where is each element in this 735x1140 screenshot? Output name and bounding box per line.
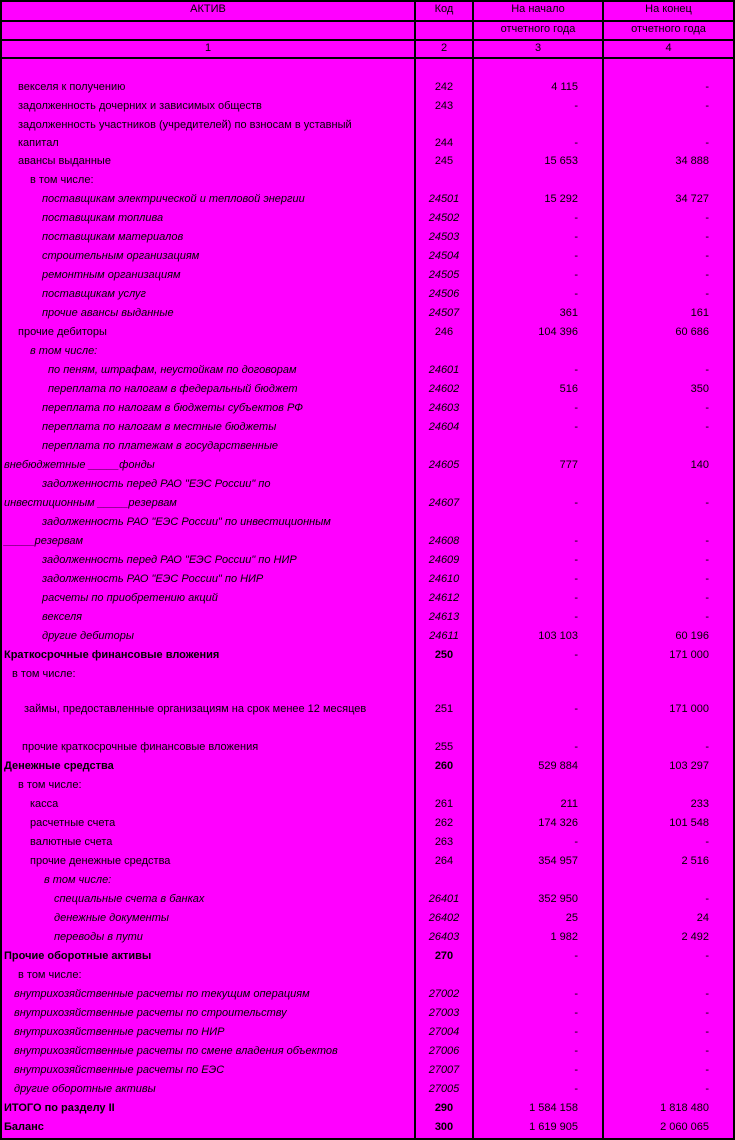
- row-end-value: 171 000: [669, 703, 709, 715]
- row-code: 24504: [428, 250, 460, 262]
- row-label: строительным организациям: [42, 250, 200, 262]
- row-end-value: [604, 344, 733, 359]
- row-end-value: -: [705, 364, 709, 376]
- row-label: расчеты по приобретению акций: [42, 592, 218, 604]
- row-start-value: [474, 439, 602, 454]
- row-label: в том числе:: [30, 174, 94, 186]
- row-end-value: -: [705, 1083, 709, 1095]
- row-end-value: 161: [690, 307, 709, 319]
- row-label: в том числе:: [12, 668, 76, 680]
- row-end-value: 171 000: [669, 649, 709, 661]
- row-end-value: 2 516: [681, 855, 709, 867]
- row-code: 300: [434, 1121, 454, 1133]
- row-start-value: -: [574, 364, 578, 376]
- row-start-value: -: [574, 497, 578, 509]
- row-code: 24611: [429, 630, 459, 642]
- header-aktiv: АКТИВ: [2, 2, 414, 20]
- row-code: 245: [434, 155, 454, 167]
- row-end-value: -: [705, 497, 709, 509]
- row-start-value: -: [574, 269, 578, 281]
- row-start-value: 174 326: [538, 817, 578, 829]
- row-end-value: -: [705, 950, 709, 962]
- row-label: в том числе:: [44, 874, 112, 886]
- row-label: поставщикам топлива: [42, 212, 164, 224]
- row-label: задолженность перед РАО "ЕЭС России" по НИР: [42, 554, 297, 566]
- row-end-value: -: [705, 1026, 709, 1038]
- row-start-value: 516: [559, 383, 578, 395]
- row-code: 251: [434, 703, 454, 715]
- row-label: задолженность перед РАО "ЕЭС России" по: [42, 478, 271, 490]
- row-code: [416, 344, 472, 359]
- header-aktiv-blank: [2, 22, 414, 39]
- row-start-value: -: [574, 611, 578, 623]
- row-code: 24609: [428, 554, 460, 566]
- row-code: 26403: [428, 931, 460, 943]
- colnum-4: 4: [604, 41, 733, 57]
- row-start-value: [474, 667, 602, 682]
- row-code: 27005: [428, 1083, 460, 1095]
- row-start-value: 529 884: [538, 760, 578, 772]
- row-start-value: [474, 173, 602, 188]
- row-end-value: [604, 118, 733, 133]
- row-end-value: -: [705, 988, 709, 1000]
- row-code: [416, 477, 472, 492]
- row-label: прочие авансы выданные: [42, 307, 174, 319]
- row-code: 24612: [428, 592, 460, 604]
- row-end-value: 2 060 065: [660, 1121, 709, 1133]
- row-code: 27007: [428, 1064, 460, 1076]
- row-start-value: -: [574, 1064, 578, 1076]
- row-code: 24607: [428, 497, 460, 509]
- row-label: Краткосрочные финансовые вложения: [4, 649, 220, 661]
- row-end-value: 34 888: [675, 155, 709, 167]
- row-label: Баланс: [4, 1121, 44, 1133]
- row-end-value: -: [705, 137, 709, 149]
- row-label: задолженность РАО "ЕЭС России" по НИР: [42, 573, 264, 585]
- row-code: 24608: [428, 535, 460, 547]
- row-end-value: -: [705, 611, 709, 623]
- row-end-value: -: [705, 1064, 709, 1076]
- row-label: переплата по налогам в бюджеты субъектов РФ: [42, 402, 303, 414]
- header-end-line2: отчетного года: [604, 22, 733, 39]
- row-start-value: [474, 778, 602, 793]
- row-label: ИТОГО по разделу II: [4, 1102, 115, 1114]
- row-end-value: -: [705, 212, 709, 224]
- row-label: поставщикам услуг: [42, 288, 146, 300]
- header-code-blank: [416, 22, 472, 39]
- row-start-value: 352 950: [538, 893, 578, 905]
- row-label: Денежные средства: [4, 760, 114, 772]
- row-end-value: [604, 968, 733, 983]
- row-label: внутрихозяйственные расчеты по текущим операциям: [14, 988, 310, 1000]
- row-start-value: -: [574, 250, 578, 262]
- row-code: 27006: [428, 1045, 460, 1057]
- row-start-value: [474, 477, 602, 492]
- row-end-value: -: [705, 250, 709, 262]
- row-end-value: -: [705, 231, 709, 243]
- row-label: внутрихозяйственные расчеты по строительству: [14, 1007, 287, 1019]
- row-label: ремонтным организациям: [42, 269, 181, 281]
- row-code: 24610: [428, 573, 460, 585]
- row-code: 270: [434, 950, 454, 962]
- row-label: в том числе:: [18, 969, 82, 981]
- row-start-value: -: [574, 1007, 578, 1019]
- row-end-value: -: [705, 573, 709, 585]
- row-start-value: 1 982: [550, 931, 578, 943]
- row-label: касса: [30, 798, 59, 810]
- row-code: 24505: [428, 269, 460, 281]
- row-start-value: 1 619 905: [529, 1121, 578, 1133]
- row-start-value: [474, 873, 602, 888]
- row-end-value: -: [705, 288, 709, 300]
- row-start-value: 15 292: [544, 193, 578, 205]
- row-end-value: 24: [696, 912, 709, 924]
- row-label: задолженность дочерних и зависимых обществ: [18, 100, 262, 112]
- row-start-value: -: [574, 703, 578, 715]
- row-label: векселя к получению: [18, 81, 126, 93]
- row-start-value: -: [574, 988, 578, 1000]
- row-label: внутрихозяйственные расчеты по ЕЭС: [14, 1064, 225, 1076]
- row-start-value: 354 957: [538, 855, 578, 867]
- row-end-value: -: [705, 535, 709, 547]
- row-label: по пеням, штрафам, неустойкам по договорам: [48, 364, 297, 376]
- row-start-value: -: [574, 288, 578, 300]
- row-end-value: 2 492: [681, 931, 709, 943]
- row-start-value: 777: [559, 459, 578, 471]
- row-end-value: -: [705, 81, 709, 93]
- row-label: переплата по налогам в местные бюджеты: [42, 421, 277, 433]
- row-start-value: 361: [559, 307, 578, 319]
- row-start-value: -: [574, 231, 578, 243]
- row-code: 290: [434, 1102, 454, 1114]
- row-code: 24503: [428, 231, 460, 243]
- row-end-value: -: [705, 1007, 709, 1019]
- row-end-value: 34 727: [675, 193, 709, 205]
- row-label: другие дебиторы: [42, 630, 134, 642]
- row-end-value: 103 297: [669, 760, 709, 772]
- row-label: займы, предоставленные организациям на срок менее 12 месяцев: [24, 703, 367, 715]
- colnum-3: 3: [474, 41, 602, 57]
- row-end-value: [604, 477, 733, 492]
- row-start-value: -: [574, 1083, 578, 1095]
- row-code: [416, 968, 472, 983]
- row-start-value: -: [574, 950, 578, 962]
- colnum-2: 2: [416, 41, 472, 57]
- row-code: [416, 173, 472, 188]
- row-code: 24602: [428, 383, 460, 395]
- row-label: валютные счета: [30, 836, 113, 848]
- row-code: 24603: [428, 402, 460, 414]
- row-start-value: 103 103: [538, 630, 578, 642]
- row-code: [416, 515, 472, 530]
- row-end-value: [604, 873, 733, 888]
- row-start-value: -: [574, 421, 578, 433]
- colnum-1: 1: [2, 41, 414, 57]
- row-code: 246: [434, 326, 454, 338]
- row-label: денежные документы: [54, 912, 169, 924]
- row-code: [416, 439, 472, 454]
- row-label: другие оборотные активы: [14, 1083, 156, 1095]
- row-label: в том числе:: [18, 779, 82, 791]
- row-start-value: 211: [560, 798, 578, 810]
- row-label: переводы в пути: [54, 931, 143, 943]
- row-start-value: -: [574, 741, 578, 753]
- row-start-value: 1 584 158: [529, 1102, 578, 1114]
- row-start-value: 25: [565, 912, 578, 924]
- row-start-value: [474, 118, 602, 133]
- row-label: специальные счета в банках: [54, 893, 205, 905]
- row-end-value: 233: [690, 798, 709, 810]
- row-label: _____резервам: [4, 535, 84, 547]
- row-label: векселя: [42, 611, 83, 623]
- row-start-value: -: [574, 137, 578, 149]
- row-code: 264: [434, 855, 454, 867]
- row-end-value: 140: [690, 459, 709, 471]
- row-end-value: [604, 439, 733, 454]
- row-start-value: -: [574, 535, 578, 547]
- row-start-value: -: [574, 1026, 578, 1038]
- header-code: Код: [416, 2, 472, 20]
- row-label: задолженность участников (учредителей) по взносам в уставный: [18, 119, 352, 131]
- row-start-value: [474, 968, 602, 983]
- row-label: внутрихозяйственные расчеты по НИР: [14, 1026, 225, 1038]
- row-start-value: 15 653: [544, 155, 578, 167]
- row-end-value: -: [705, 100, 709, 112]
- row-code: 244: [434, 137, 454, 149]
- row-code: 26402: [428, 912, 460, 924]
- row-code: 26401: [428, 893, 460, 905]
- row-code: 24601: [428, 364, 460, 376]
- row-code: 27003: [428, 1007, 460, 1019]
- row-end-value: -: [705, 421, 709, 433]
- row-label: задолженность РАО "ЕЭС России" по инвестиционным: [42, 516, 331, 528]
- row-label: Прочие оборотные активы: [4, 950, 152, 962]
- row-end-value: -: [705, 836, 709, 848]
- row-start-value: -: [574, 554, 578, 566]
- row-code: 263: [434, 836, 454, 848]
- row-label: переплата по платежам в государственные: [42, 440, 279, 452]
- row-start-value: -: [574, 649, 578, 661]
- row-code: 24506: [428, 288, 460, 300]
- row-label: прочие денежные средства: [30, 855, 171, 867]
- row-code: 24605: [428, 459, 460, 471]
- row-code: 24604: [428, 421, 460, 433]
- row-code: 262: [434, 817, 454, 829]
- row-label: в том числе:: [30, 345, 98, 357]
- row-code: 24507: [428, 307, 460, 319]
- row-end-value: -: [705, 893, 709, 905]
- row-code: 24613: [428, 611, 460, 623]
- row-end-value: 1 818 480: [660, 1102, 709, 1114]
- row-code: 250: [434, 649, 454, 661]
- row-end-value: 350: [690, 383, 709, 395]
- row-code: 24502: [428, 212, 460, 224]
- row-code: 27004: [428, 1026, 460, 1038]
- row-end-value: 101 548: [669, 817, 709, 829]
- row-code: 242: [434, 81, 454, 93]
- row-end-value: -: [705, 592, 709, 604]
- row-label: внутрихозяйственные расчеты по смене владения объектов: [14, 1045, 338, 1057]
- row-code: [416, 118, 472, 133]
- row-code: 27002: [428, 988, 460, 1000]
- row-label: расчетные счета: [30, 817, 116, 829]
- header-start-line1: На начало: [474, 2, 602, 20]
- header-end-line1: На конец: [604, 2, 733, 20]
- row-label: прочие краткосрочные финансовые вложения: [22, 741, 259, 753]
- row-code: 261: [434, 798, 454, 810]
- row-end-value: 60 196: [675, 630, 709, 642]
- row-label: переплата по налогам в федеральный бюджет: [48, 383, 298, 395]
- row-start-value: -: [574, 402, 578, 414]
- row-label: прочие дебиторы: [18, 326, 107, 338]
- row-end-value: 60 686: [675, 326, 709, 338]
- row-label: авансы выданные: [18, 155, 111, 167]
- row-code: [416, 778, 472, 793]
- row-end-value: [604, 778, 733, 793]
- row-start-value: -: [574, 592, 578, 604]
- row-label: инвестиционным _____резервам: [4, 497, 177, 509]
- row-end-value: -: [705, 741, 709, 753]
- row-end-value: -: [705, 1045, 709, 1057]
- row-code: [416, 667, 472, 682]
- row-end-value: [604, 173, 733, 188]
- row-label: капитал: [18, 137, 59, 149]
- row-start-value: -: [574, 573, 578, 585]
- row-start-value: [474, 515, 602, 530]
- row-start-value: [474, 344, 602, 359]
- row-code: 24501: [428, 193, 460, 205]
- row-code: 260: [434, 760, 454, 772]
- row-start-value: 104 396: [538, 326, 578, 338]
- row-end-value: -: [705, 269, 709, 281]
- row-code: 243: [434, 100, 454, 112]
- header-start-line2: отчетного года: [474, 22, 602, 39]
- row-start-value: -: [574, 100, 578, 112]
- row-start-value: -: [574, 836, 578, 848]
- row-end-value: -: [705, 554, 709, 566]
- row-end-value: [604, 515, 733, 530]
- row-start-value: -: [574, 212, 578, 224]
- row-label: поставщикам материалов: [42, 231, 184, 243]
- row-start-value: -: [574, 1045, 578, 1057]
- row-code: 255: [434, 741, 454, 753]
- row-label: поставщикам электрической и тепловой энергии: [42, 193, 305, 205]
- row-start-value: 4 115: [551, 81, 578, 93]
- row-label: внебюджетные _____фонды: [4, 459, 155, 471]
- row-end-value: -: [705, 402, 709, 414]
- row-end-value: [604, 667, 733, 682]
- row-code: [416, 873, 472, 888]
